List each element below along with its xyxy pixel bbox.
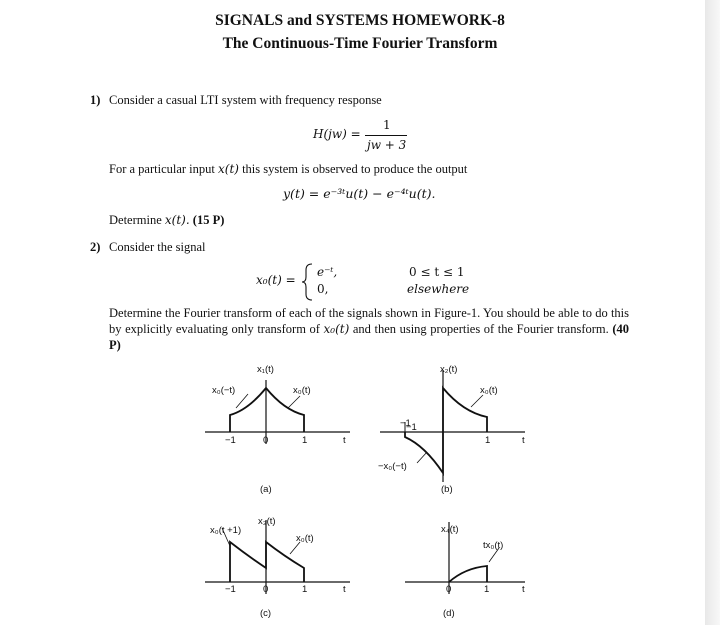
q1-h-lhs: H(jw) = [313,127,361,141]
q2-x0-lhs: x₀(t) = [256,273,296,287]
figure-d-tick-t: t [522,584,525,595]
q1-task: Determine x(t). (15 P) [109,213,225,227]
q2-number: 2) [90,240,101,254]
q1-h-numerator: 1 [383,118,391,132]
figure-b-waveform [405,388,487,473]
document-subtitle: The Continuous-Time Fourier Transform [222,35,498,52]
figure-b-level-label: −1 [406,422,417,433]
q2-case1-condition: 0 ≤ t ≤ 1 [409,265,465,279]
figure-a-tick-1: 1 [302,435,308,446]
q1-h-denominator: jw + 3 [367,138,407,152]
figure-c-caption: (c) [260,608,272,619]
document-title: SIGNALS and SYSTEMS HOMEWORK-8 [215,12,505,29]
figure-c-signal-label: x₃(t) [258,516,276,527]
q1-prompt: Consider a casual LTI system with frequency response [109,93,382,107]
page-edge [705,0,720,625]
figure-a-tick-t: t [343,435,346,446]
figure-d-caption: (d) [443,608,455,619]
figure-c-tick-t: t [343,584,346,595]
figure-a-caption: (a) [260,484,272,495]
figure-c-waveform [230,542,304,582]
figure-b [375,360,540,500]
figure-d-right-label: tx₀(t) [483,540,504,551]
figure-c-tick-0: 0 [263,584,269,595]
figure-b-right-label: x₀(t) [480,385,498,396]
figure-d-signal-label: x₄(t) [441,524,459,535]
figure-a-signal-label: x₁(t) [257,364,274,375]
figure-b-tick-1: 1 [485,435,491,446]
figure-a-right-pointer [288,396,300,408]
figure-d-waveform [449,566,487,582]
figure-c-tick-minus1: −1 [225,584,236,595]
figure-a-left-label: x₀(−t) [212,385,236,396]
figure-b-signal-label: x₂(t) [440,364,458,375]
q2-case1-expression: e⁻ᵗ, [317,265,338,279]
q2-case2-condition: elsewhere [407,282,470,296]
q2-task-paragraph: Determine the Fourier transform of each of the signals shown in Figure-1. You should be able to do this by explicitly evaluating only transform of x₀(t) and then using properties of the Fourier transform. (40 P) [109,306,630,352]
figure-b-neg-tick: −1 [400,418,411,429]
figure-d-tick-1: 1 [484,584,490,595]
figure-b-tick-t: t [522,435,525,446]
figure-a-right-label: x₀(t) [293,385,311,396]
figure-b-caption: (b) [441,484,453,495]
figure-d-tick-0: 0 [446,584,452,595]
figure-b-left-label: −x₀(−t) [378,461,407,472]
q2-case2-expression: 0, [317,282,329,296]
figure-c-tick-1: 1 [302,584,308,595]
figure-c-right-label: x₀(t) [296,533,314,544]
figure-a-tick-0: 0 [263,435,269,446]
q1-output-equation: y(t) = e⁻³ᵗu(t) − e⁻⁴ᵗu(t). [283,186,436,201]
q1-intro: For a particular input x(t) this system is observed to produce the output [109,162,468,176]
figure-a-left-pointer [236,394,248,408]
figure-b-right-pointer [471,395,483,407]
figure-a [200,360,360,500]
q2-brace [301,262,315,302]
figure-a-tick-minus1: −1 [225,435,236,446]
figure-b-left-pointer [417,452,427,463]
q1-number: 1) [90,93,101,107]
q1-fraction-bar [365,135,407,136]
q2-prompt: Consider the signal [109,240,206,254]
figure-c-left-label: x₀(t +1) [210,525,242,536]
